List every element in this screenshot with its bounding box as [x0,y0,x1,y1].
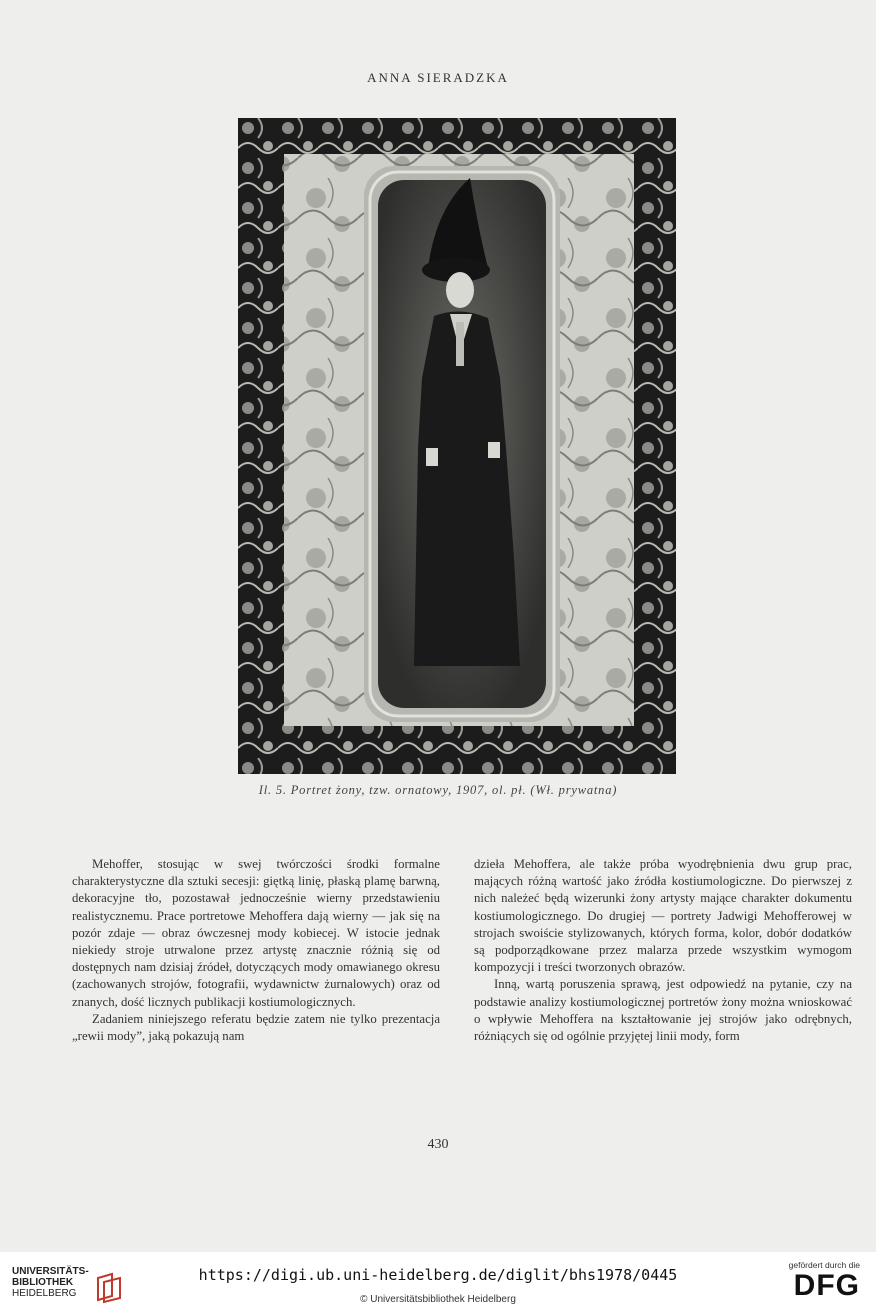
library-name-line: UNIVERSITÄTS- [12,1266,89,1277]
copyright-notice: © Universitätsbibliothek Heidelberg [360,1294,516,1305]
paragraph: Inną, wartą poruszenia sprawą, jest odpowiedź na pytanie, czy na podstawie analizy kostiumologicznej portretów żony można wnioskować o wpływie Mehoffera na kształtowanie jej strojów jako odrębnych, różniących się od ogólnie przyjętej linii mody, form [474,977,852,1044]
library-name-line: BIBLIOTHEK [12,1277,74,1288]
figure-caption: Il. 5. Portret żony, tzw. ornatowy, 1907, ol. pł. (Wł. prywatna) [258,783,618,797]
paragraph: dzieła Mehoffera, ale także próba wyodrębnienia dwu grup prac, mających różną wartość jako źródła kostiumologiczne. Do pierwszej z nich należeć będą wizerunki żony artysty mające charakter dokumentu kostiumologicznego. Do drugiej — portrety Jadwigi Mehofferowej w strojach swoiście stylizowanych, których forma, kolor, dobór dodatków są podporządkowane przez malarza przede wszystkim wymogom kompozycji i treści tworzonych obrazów. [474,857,852,975]
library-name-line: HEIDELBERG [12,1288,77,1299]
portrait-illustration [238,118,676,774]
page-number: 430 [427,1137,449,1152]
paragraph: Zadaniem niniejszego referatu będzie zatem nie tylko prezentacja „rewii mody”, jaką pokazują nam [72,1011,440,1044]
right-column [474,856,852,1045]
dfg-funder-logo[interactable] [776,1260,860,1302]
portrait-image [238,118,676,774]
footer-bar [0,1252,876,1315]
paragraph: Mehoffer, stosując w swej twórczości środki formalne charakterystyczne dla sztuki secesji: giętką linię, płaską plamę barwną, dekoracyjne tło, pozostawał jednocześnie wierny przedstawieniu realistycznemu. Prace portretowe Mehoffera dają wierny — jak się na pozór zdaje — obraz ówczesnej mody kobiecej. W istocie jednak niekiedy stroje utrwalone przez artystę znacznie różnią się od dostępnych nam dzisiaj źródeł, dotyczących mody omawianego okresu (zachowanych strojów, fotografii, wydawnictw żurnalowych) oraz od znanych, dość licznych publikacji kostiumologicznych. [72,857,440,1009]
funder-tagline: gefördert durch die [788,1260,860,1270]
dfg-logo-text: DFG [793,1269,860,1302]
left-column [72,856,440,1045]
permalink-url[interactable]: https://digi.ub.uni-heidelberg.de/diglit/bhs1978/0445 [198,1266,678,1284]
running-head: ANNA SIERADZKA [367,70,509,85]
